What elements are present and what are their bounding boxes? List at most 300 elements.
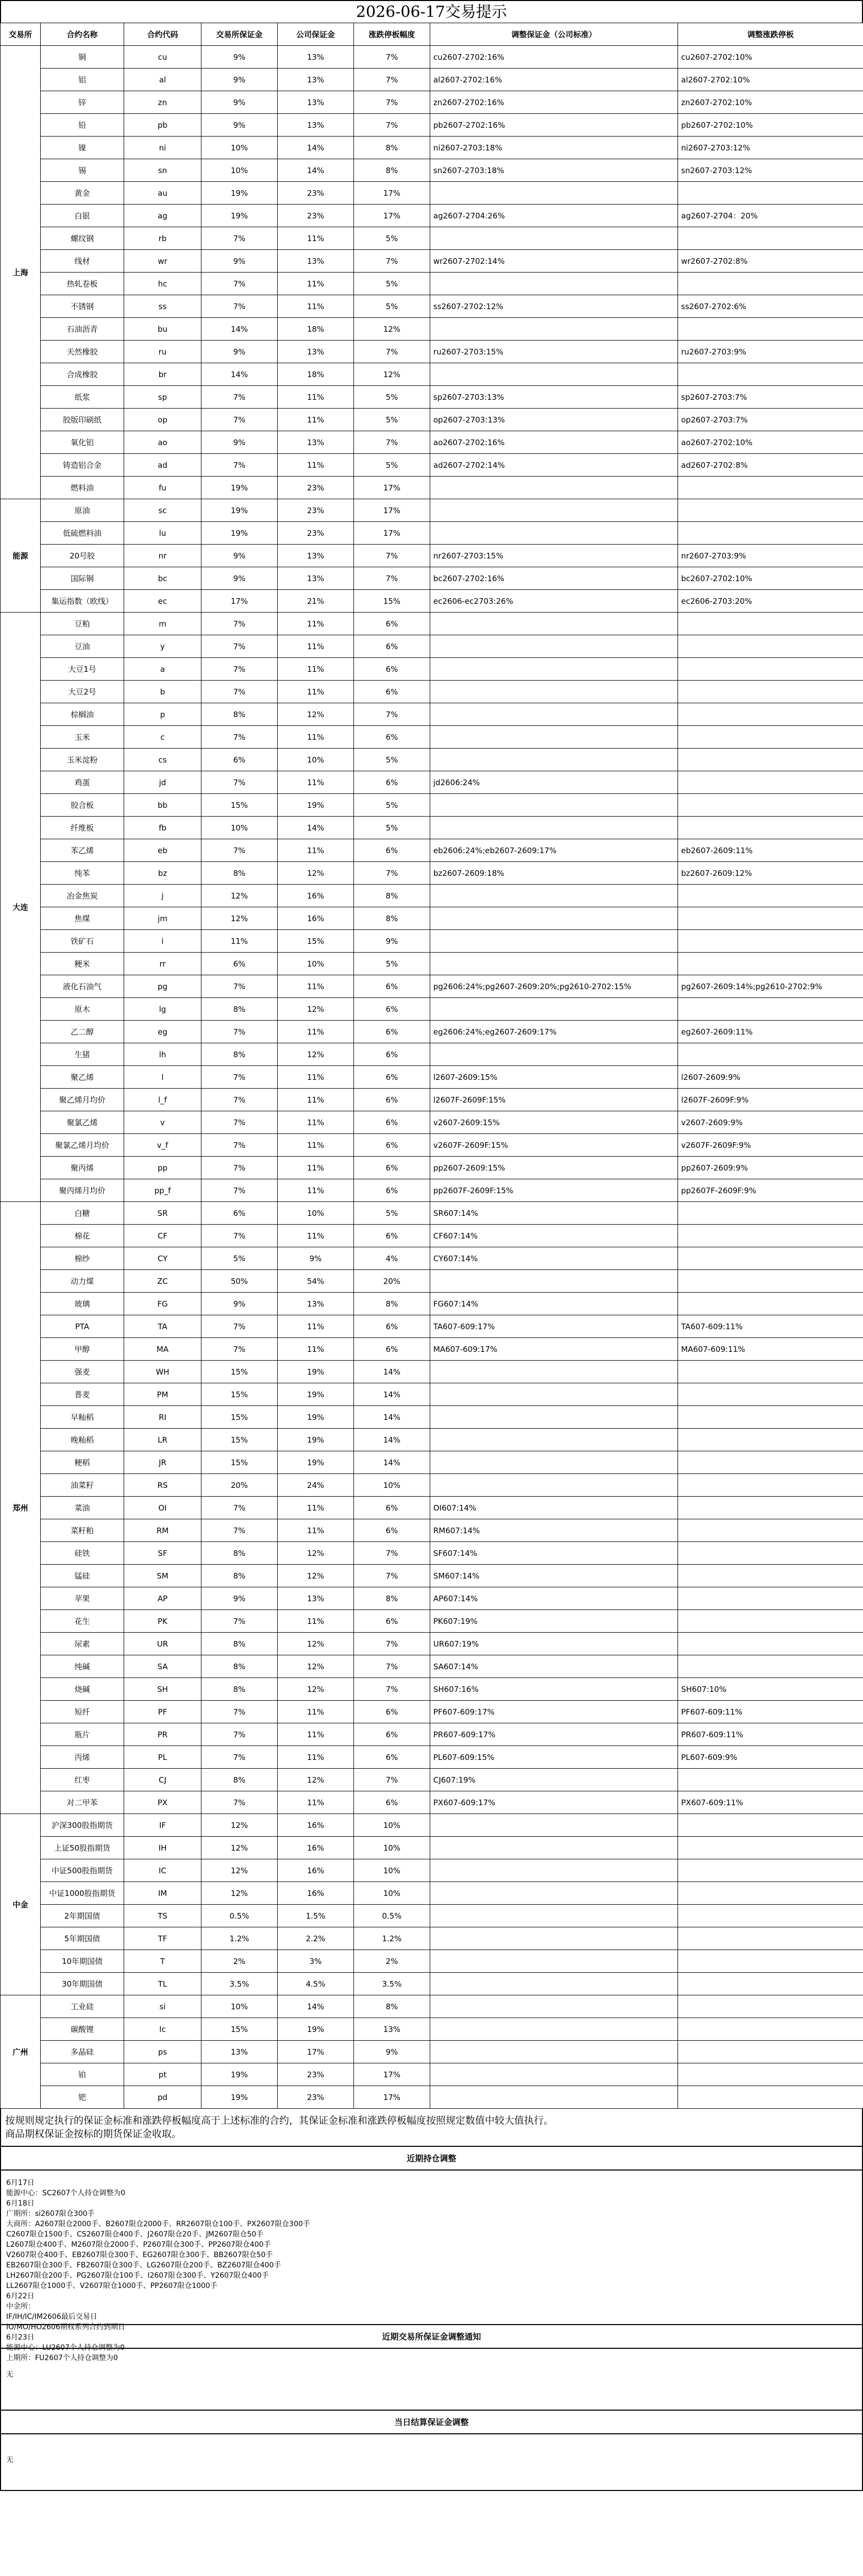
price-limit-cell: 6%: [354, 658, 430, 681]
adjusted-limit-cell: [678, 1202, 863, 1225]
contract-name-cell: 合成橡胶: [41, 363, 124, 386]
contract-code-cell: cu: [124, 46, 201, 69]
exchange-margin-cell: 7%: [201, 409, 278, 431]
adjusted-margin-cell: [430, 1995, 678, 2018]
price-limit-cell: 9%: [354, 930, 430, 953]
company-margin-cell: 54%: [278, 1270, 354, 1293]
table-row: [1, 318, 863, 341]
company-margin-cell: 13%: [278, 91, 354, 114]
contract-code-cell: al: [124, 69, 201, 91]
contract-code-cell: AP: [124, 1587, 201, 1610]
contract-name-cell: 焦煤: [41, 907, 124, 930]
contract-name-cell: 丙烯: [41, 1746, 124, 1769]
table-row: [1, 1995, 863, 2018]
column-header: 交易所保证金: [201, 23, 278, 46]
contract-code-cell: fu: [124, 477, 201, 499]
contract-name-cell: 聚乙烯: [41, 1066, 124, 1089]
table-row: [1, 431, 863, 454]
contract-code-cell: bb: [124, 794, 201, 817]
price-limit-cell: 4%: [354, 1247, 430, 1270]
contract-name-cell: 黄金: [41, 182, 124, 205]
contract-code-cell: sp: [124, 386, 201, 409]
adjusted-margin-cell: [430, 182, 678, 205]
table-row: [1, 885, 863, 907]
company-margin-cell: 23%: [278, 499, 354, 522]
margin-notice-title: 近期交易所保证金调整通知: [0, 2325, 863, 2349]
exchange-margin-cell: 5%: [201, 1247, 278, 1270]
exchange-margin-cell: 7%: [201, 658, 278, 681]
adjusted-limit-cell: v2607-2609:9%: [678, 1111, 863, 1134]
contract-name-cell: 镍: [41, 137, 124, 159]
company-margin-cell: 10%: [278, 749, 354, 771]
table-row: [1, 1270, 863, 1293]
table-row: [1, 1497, 863, 1519]
adjusted-limit-cell: [678, 1814, 863, 1837]
company-margin-cell: 16%: [278, 1859, 354, 1882]
adjusted-limit-cell: MA607-609:11%: [678, 1338, 863, 1361]
table-row: [1, 341, 863, 363]
adjusted-limit-cell: [678, 499, 863, 522]
adjusted-margin-cell: sp2607-2703:13%: [430, 386, 678, 409]
price-limit-cell: 17%: [354, 2086, 430, 2109]
contract-code-cell: b: [124, 681, 201, 703]
table-row: [1, 1315, 863, 1338]
adjusted-limit-cell: [678, 477, 863, 499]
table-row: [1, 1950, 863, 1973]
table-row: [1, 1905, 863, 1927]
price-limit-cell: 8%: [354, 159, 430, 182]
adjusted-margin-cell: v2607-2609:15%: [430, 1111, 678, 1134]
exchange-cell: 广州: [1, 1995, 41, 2109]
adjusted-limit-cell: [678, 1950, 863, 1973]
column-header: 公司保证金: [278, 23, 354, 46]
price-limit-cell: 1.2%: [354, 1927, 430, 1950]
contract-code-cell: RS: [124, 1474, 201, 1497]
adjusted-margin-cell: [430, 1043, 678, 1066]
table-row: [1, 477, 863, 499]
column-header: 调整涨跌停板: [678, 23, 863, 46]
exchange-margin-cell: 8%: [201, 1655, 278, 1678]
adjusted-margin-cell: [430, 953, 678, 975]
table-row: [1, 454, 863, 477]
adjusted-margin-cell: [430, 1882, 678, 1905]
exchange-margin-cell: 7%: [201, 1134, 278, 1157]
exchange-margin-cell: 9%: [201, 567, 278, 590]
contract-name-cell: 对二甲苯: [41, 1791, 124, 1814]
contract-code-cell: SF: [124, 1542, 201, 1565]
adjusted-limit-cell: [678, 2086, 863, 2109]
table-row: [1, 953, 863, 975]
contract-name-cell: 铂: [41, 2063, 124, 2086]
table-row: [1, 91, 863, 114]
adjusted-margin-cell: [430, 2086, 678, 2109]
adjusted-margin-cell: [430, 930, 678, 953]
exchange-margin-cell: 12%: [201, 1837, 278, 1859]
adjusted-limit-cell: [678, 1882, 863, 1905]
contract-code-cell: lu: [124, 522, 201, 545]
contract-name-cell: 大豆1号: [41, 658, 124, 681]
adjusted-limit-cell: [678, 885, 863, 907]
contract-code-cell: CJ: [124, 1769, 201, 1791]
table-row: [1, 1066, 863, 1089]
price-limit-cell: 6%: [354, 975, 430, 998]
adjusted-limit-cell: sp2607-2703:7%: [678, 386, 863, 409]
exchange-margin-cell: 12%: [201, 885, 278, 907]
contract-code-cell: FG: [124, 1293, 201, 1315]
company-margin-cell: 13%: [278, 46, 354, 69]
table-row: [1, 295, 863, 318]
adjusted-limit-cell: [678, 1497, 863, 1519]
exchange-margin-cell: 9%: [201, 250, 278, 273]
page-title: 2026-06-17交易提示: [0, 0, 863, 23]
table-row: [1, 386, 863, 409]
company-margin-cell: 11%: [278, 1225, 354, 1247]
company-margin-cell: 14%: [278, 1995, 354, 2018]
company-margin-cell: 19%: [278, 2018, 354, 2041]
adjusted-margin-cell: SR607:14%: [430, 1202, 678, 1225]
adjusted-limit-cell: [678, 658, 863, 681]
contract-code-cell: pp_f: [124, 1179, 201, 1202]
company-margin-cell: 11%: [278, 1315, 354, 1338]
exchange-margin-cell: 19%: [201, 182, 278, 205]
adjusted-limit-cell: [678, 1859, 863, 1882]
adjusted-margin-cell: pp2607F-2609F:15%: [430, 1179, 678, 1202]
exchange-margin-cell: 12%: [201, 1814, 278, 1837]
price-limit-cell: 3.5%: [354, 1973, 430, 1995]
adjusted-limit-cell: ru2607-2703:9%: [678, 341, 863, 363]
table-row: [1, 930, 863, 953]
company-margin-cell: 24%: [278, 1474, 354, 1497]
contract-name-cell: 聚丙烯月均价: [41, 1179, 124, 1202]
contract-code-cell: c: [124, 726, 201, 749]
contract-code-cell: sn: [124, 159, 201, 182]
table-row: [1, 1021, 863, 1043]
price-limit-cell: 7%: [354, 91, 430, 114]
contract-name-cell: 钯: [41, 2086, 124, 2109]
company-margin-cell: 11%: [278, 1746, 354, 1769]
contract-name-cell: 工业硅: [41, 1995, 124, 2018]
contract-name-cell: 甲醇: [41, 1338, 124, 1361]
company-margin-cell: 17%: [278, 2041, 354, 2063]
company-margin-cell: 13%: [278, 114, 354, 137]
table-row: [1, 545, 863, 567]
adjusted-margin-cell: [430, 749, 678, 771]
exchange-margin-cell: 7%: [201, 1497, 278, 1519]
adjusted-limit-cell: [678, 794, 863, 817]
contract-name-cell: 上证50股指期货: [41, 1837, 124, 1859]
price-limit-cell: 7%: [354, 69, 430, 91]
price-limit-cell: 8%: [354, 907, 430, 930]
margin-notice-body: 无: [0, 2349, 863, 2411]
adjusted-limit-cell: al2607-2702:10%: [678, 69, 863, 91]
company-margin-cell: 16%: [278, 1814, 354, 1837]
adjusted-limit-cell: [678, 1769, 863, 1791]
price-limit-cell: 7%: [354, 46, 430, 69]
exchange-margin-cell: 7%: [201, 613, 278, 635]
table-row: [1, 658, 863, 681]
adjusted-limit-cell: [678, 1270, 863, 1293]
table-row: [1, 998, 863, 1021]
company-margin-cell: 11%: [278, 1157, 354, 1179]
contract-name-cell: 硅铁: [41, 1542, 124, 1565]
adjusted-margin-cell: CJ607:19%: [430, 1769, 678, 1791]
company-margin-cell: 11%: [278, 726, 354, 749]
adjusted-limit-cell: [678, 930, 863, 953]
exchange-margin-cell: 1.2%: [201, 1927, 278, 1950]
contract-code-cell: ec: [124, 590, 201, 613]
price-limit-cell: 6%: [354, 1746, 430, 1769]
price-limit-cell: 6%: [354, 1338, 430, 1361]
company-margin-cell: 11%: [278, 1519, 354, 1542]
adjusted-limit-cell: [678, 1655, 863, 1678]
column-header: 涨跌停板幅度: [354, 23, 430, 46]
adjusted-margin-cell: [430, 1950, 678, 1973]
company-margin-cell: 23%: [278, 522, 354, 545]
exchange-margin-cell: 15%: [201, 1429, 278, 1451]
table-row: [1, 1202, 863, 1225]
price-limit-cell: 7%: [354, 703, 430, 726]
recent-position-body: 6月17日 能源中心：SC2607个人持仓调整为0 6月18日 广期所：si2607限仓300手 大商所：A2607限仓2000手、B2607限仓2000手、RR2607限仓100手、PX2607限仓300手 C2607限仓1500手、CS2607限仓400手、J2607限仓20手、JM2607限仓50手 L2607限仓400手、M2607限仓2000手、P2607限仓300手、PP2607限仓400手 V2607限仓400手、EB2607限仓300手、EG2607限仓300手、BB2607限仓50手 EB2607限仓300手、FB2607限仓300手、LG2607限仓200手、BZ2607限仓400手 LH2607限仓200手、PG2607限仓100手、I2607限仓300手、Y2607限仓400手 LL2607限仓1000手、V2607限仓1000手、PP2607限仓1000手 6月22日 中金所： IF/IH/IC/IM2606最后交易日 IO/MO/HO2606期权系列合约到期日 6月23日 能源中心：LU2607个人持仓调整为0 上期所：FU2607个人持仓调整为0: [0, 2171, 863, 2325]
adjusted-limit-cell: [678, 227, 863, 250]
company-margin-cell: 11%: [278, 1111, 354, 1134]
adjusted-limit-cell: [678, 182, 863, 205]
adjusted-limit-cell: cu2607-2702:10%: [678, 46, 863, 69]
contract-code-cell: lc: [124, 2018, 201, 2041]
exchange-margin-cell: 7%: [201, 1225, 278, 1247]
contract-code-cell: lh: [124, 1043, 201, 1066]
exchange-margin-cell: 7%: [201, 1179, 278, 1202]
contract-code-cell: cs: [124, 749, 201, 771]
adjusted-limit-cell: [678, 681, 863, 703]
exchange-margin-cell: 7%: [201, 1746, 278, 1769]
contract-name-cell: 冶金焦炭: [41, 885, 124, 907]
price-limit-cell: 10%: [354, 1837, 430, 1859]
company-margin-cell: 1.5%: [278, 1905, 354, 1927]
company-margin-cell: 23%: [278, 2063, 354, 2086]
contract-code-cell: T: [124, 1950, 201, 1973]
adjusted-margin-cell: [430, 1361, 678, 1383]
price-limit-cell: 5%: [354, 794, 430, 817]
adjusted-limit-cell: [678, 703, 863, 726]
contract-code-cell: TL: [124, 1973, 201, 1995]
company-margin-cell: 13%: [278, 1587, 354, 1610]
company-margin-cell: 12%: [278, 1633, 354, 1655]
exchange-margin-cell: 10%: [201, 817, 278, 839]
company-margin-cell: 10%: [278, 1202, 354, 1225]
exchange-margin-cell: 8%: [201, 1769, 278, 1791]
exchange-margin-cell: 0.5%: [201, 1905, 278, 1927]
price-limit-cell: 12%: [354, 318, 430, 341]
contract-name-cell: 白银: [41, 205, 124, 227]
contract-code-cell: PF: [124, 1701, 201, 1723]
company-margin-cell: 11%: [278, 1134, 354, 1157]
price-limit-cell: 20%: [354, 1270, 430, 1293]
adjusted-limit-cell: zn2607-2702:10%: [678, 91, 863, 114]
table-row: [1, 635, 863, 658]
column-header: 合约名称: [41, 23, 124, 46]
adjusted-limit-cell: [678, 1837, 863, 1859]
adjusted-limit-cell: [678, 1905, 863, 1927]
column-header: 交易所: [1, 23, 41, 46]
exchange-margin-cell: 19%: [201, 2063, 278, 2086]
exchange-margin-cell: 50%: [201, 1270, 278, 1293]
contract-code-cell: pb: [124, 114, 201, 137]
price-limit-cell: 10%: [354, 1859, 430, 1882]
table-row: [1, 46, 863, 69]
contract-name-cell: 聚氯乙烯月均价: [41, 1134, 124, 1157]
contract-name-cell: 粳稻: [41, 1451, 124, 1474]
adjusted-margin-cell: [430, 613, 678, 635]
price-limit-cell: 6%: [354, 998, 430, 1021]
contract-name-cell: 早籼稻: [41, 1406, 124, 1429]
table-row: [1, 794, 863, 817]
table-row: [1, 1837, 863, 1859]
company-margin-cell: 11%: [278, 1179, 354, 1202]
exchange-cell: 能源: [1, 499, 41, 613]
adjusted-limit-cell: ag2607-2704：20%: [678, 205, 863, 227]
adjusted-margin-cell: ao2607-2702:16%: [430, 431, 678, 454]
exchange-margin-cell: 7%: [201, 681, 278, 703]
price-limit-cell: 6%: [354, 1179, 430, 1202]
exchange-margin-cell: 9%: [201, 545, 278, 567]
price-limit-cell: 6%: [354, 1723, 430, 1746]
company-margin-cell: 11%: [278, 1701, 354, 1723]
contract-code-cell: IC: [124, 1859, 201, 1882]
adjusted-margin-cell: pp2607-2609:15%: [430, 1157, 678, 1179]
table-row: [1, 613, 863, 635]
company-margin-cell: 16%: [278, 1882, 354, 1905]
adjusted-margin-cell: [430, 1474, 678, 1497]
price-limit-cell: 8%: [354, 137, 430, 159]
contract-name-cell: 铅: [41, 114, 124, 137]
adjusted-margin-cell: PL607-609:15%: [430, 1746, 678, 1769]
adjusted-limit-cell: pg2607-2609:14%;pg2610-2702:9%: [678, 975, 863, 998]
price-limit-cell: 6%: [354, 1225, 430, 1247]
exchange-margin-cell: 8%: [201, 1633, 278, 1655]
contract-code-cell: jm: [124, 907, 201, 930]
adjusted-limit-cell: eb2607-2609:11%: [678, 839, 863, 862]
company-margin-cell: 23%: [278, 2086, 354, 2109]
adjusted-margin-cell: nr2607-2703:15%: [430, 545, 678, 567]
company-margin-cell: 13%: [278, 567, 354, 590]
recent-position-title: 近期持仓调整: [0, 2147, 863, 2171]
exchange-margin-cell: 9%: [201, 91, 278, 114]
contract-name-cell: 液化石油气: [41, 975, 124, 998]
contract-name-cell: 胶合板: [41, 794, 124, 817]
contract-name-cell: PTA: [41, 1315, 124, 1338]
price-limit-cell: 6%: [354, 1111, 430, 1134]
contract-code-cell: j: [124, 885, 201, 907]
company-margin-cell: 11%: [278, 658, 354, 681]
table-row: [1, 1179, 863, 1202]
company-margin-cell: 4.5%: [278, 1973, 354, 1995]
exchange-cell: 上海: [1, 46, 41, 499]
contract-code-cell: ZC: [124, 1270, 201, 1293]
adjusted-margin-cell: [430, 817, 678, 839]
adjusted-margin-cell: [430, 1814, 678, 1837]
price-limit-cell: 0.5%: [354, 1905, 430, 1927]
contract-code-cell: wr: [124, 250, 201, 273]
adjusted-limit-cell: bc2607-2702:10%: [678, 567, 863, 590]
table-row: [1, 681, 863, 703]
contract-name-cell: 2年期国债: [41, 1905, 124, 1927]
contract-name-cell: 20号胶: [41, 545, 124, 567]
exchange-margin-cell: 14%: [201, 363, 278, 386]
contract-code-cell: MA: [124, 1338, 201, 1361]
table-row: [1, 250, 863, 273]
contract-code-cell: l: [124, 1066, 201, 1089]
table-row: [1, 1247, 863, 1270]
adjusted-limit-cell: [678, 1519, 863, 1542]
exchange-cell: 大连: [1, 613, 41, 1202]
exchange-margin-cell: 19%: [201, 2086, 278, 2109]
table-row: [1, 522, 863, 545]
table-row: [1, 1429, 863, 1451]
table-row: [1, 1043, 863, 1066]
price-limit-cell: 10%: [354, 1474, 430, 1497]
note-line: 商品期权保证金按标的期货保证金收取。: [5, 2128, 182, 2140]
price-limit-cell: 6%: [354, 1043, 430, 1066]
adjusted-margin-cell: [430, 658, 678, 681]
adjusted-margin-cell: [430, 1859, 678, 1882]
adjusted-margin-cell: PF607-609:17%: [430, 1701, 678, 1723]
contract-code-cell: ss: [124, 295, 201, 318]
contract-name-cell: 烧碱: [41, 1678, 124, 1701]
contract-code-cell: bc: [124, 567, 201, 590]
adjusted-margin-cell: [430, 681, 678, 703]
exchange-margin-cell: 6%: [201, 749, 278, 771]
adjusted-margin-cell: [430, 1927, 678, 1950]
adjusted-limit-cell: PX607-609:11%: [678, 1791, 863, 1814]
adjusted-margin-cell: ec2606-ec2703:26%: [430, 590, 678, 613]
adjusted-limit-cell: [678, 635, 863, 658]
adjusted-margin-cell: [430, 522, 678, 545]
contract-code-cell: IM: [124, 1882, 201, 1905]
company-margin-cell: 16%: [278, 1837, 354, 1859]
adjusted-margin-cell: eg2606:24%;eg2607-2609:17%: [430, 1021, 678, 1043]
contract-code-cell: CY: [124, 1247, 201, 1270]
adjusted-margin-cell: l2607F-2609F:15%: [430, 1089, 678, 1111]
contract-code-cell: fb: [124, 817, 201, 839]
exchange-margin-cell: 3.5%: [201, 1973, 278, 1995]
margin-table: [0, 23, 863, 2109]
adjusted-margin-cell: [430, 1406, 678, 1429]
contract-name-cell: 沪深300股指期货: [41, 1814, 124, 1837]
contract-code-cell: PM: [124, 1383, 201, 1406]
adjusted-margin-cell: zn2607-2702:16%: [430, 91, 678, 114]
contract-name-cell: 短纤: [41, 1701, 124, 1723]
adjusted-margin-cell: SM607:14%: [430, 1565, 678, 1587]
adjusted-margin-cell: ni2607-2703:18%: [430, 137, 678, 159]
table-row: [1, 2086, 863, 2109]
table-row: [1, 114, 863, 137]
price-limit-cell: 17%: [354, 522, 430, 545]
price-limit-cell: 7%: [354, 1542, 430, 1565]
table-row: [1, 567, 863, 590]
adjusted-margin-cell: [430, 635, 678, 658]
adjusted-limit-cell: [678, 771, 863, 794]
exchange-margin-cell: 19%: [201, 205, 278, 227]
contract-name-cell: 菜油: [41, 1497, 124, 1519]
contract-code-cell: op: [124, 409, 201, 431]
company-margin-cell: 19%: [278, 1361, 354, 1383]
adjusted-margin-cell: [430, 1837, 678, 1859]
contract-code-cell: ag: [124, 205, 201, 227]
price-limit-cell: 6%: [354, 1134, 430, 1157]
price-limit-cell: 14%: [354, 1383, 430, 1406]
contract-name-cell: 胶版印刷纸: [41, 409, 124, 431]
price-limit-cell: 7%: [354, 1565, 430, 1587]
